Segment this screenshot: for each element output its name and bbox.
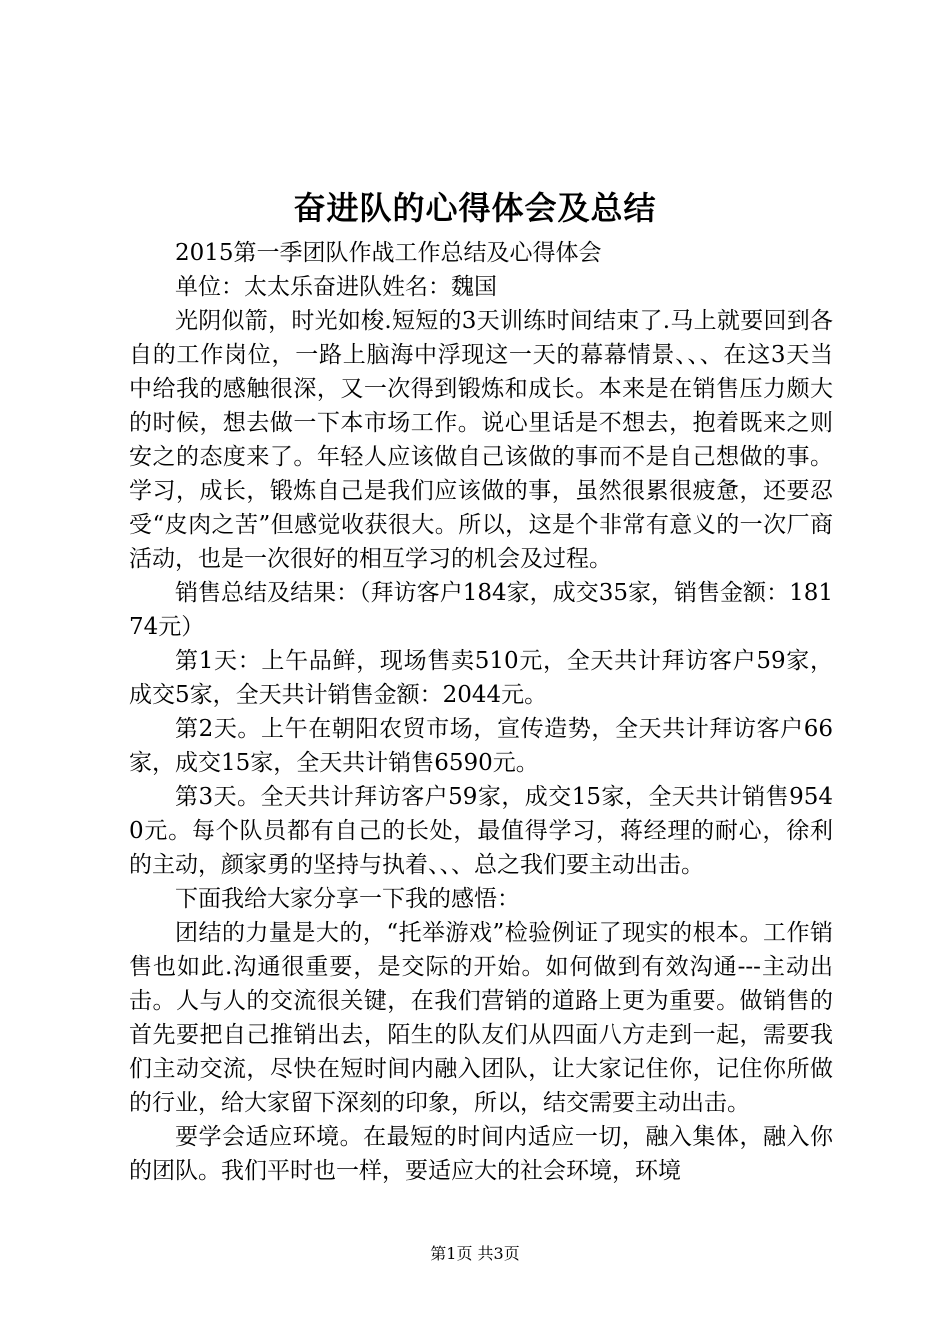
document-body — [129, 236, 833, 1188]
body-paragraph: 要学会适应环境。在最短的时间内适应一切，融入集体，融入你的团队。我们平时也一样，要适应大的社会环境，环境 — [129, 1124, 833, 1184]
body-paragraph: 光阴似箭，时光如梭.短短的3天训练时间结束了.马上就要回到各自的工作岗位，一路上脑海中浮现这一天的幕幕情景、、、在这3天当中给我的感触很深，又一次得到锻炼和成长。本来是在销售压力颇大的时候，想去做一下本市场工作。说心里话是不想去，抱着既来之则安之的态度来了。年轻人应该做自己该做的事而不是自己想做的事。学习，成长，锻炼自己是我们应该做的事，虽然很累很疲惫，还要忍受“皮肉之苦”但感觉收获很大。所以，这是个非常有意义的一次厂商活动，也是一次很好的相互学习的机会及过程。 — [129, 308, 833, 572]
page-footer: 第1页 共3页 — [430, 1244, 520, 1263]
body-paragraph: 团结的力量是大的，“托举游戏”检验例证了现实的根本。工作销售也如此.沟通很重要，是交际的开始。如何做到有效沟通---主动出击。人与人的交流很关键，在我们营销的道路上更为重要。做销售的首先要把自己推销出去，陌生的队友们从四面八方走到一起，需要我们主动交流，尽快在短时间内融入团队，让大家记住你，记住你所做的行业，给大家留下深刻的印象，所以，结交需要主动出击。 — [129, 920, 833, 1116]
body-paragraph: 第3天。全天共计拜访客户59家，成交15家，全天共计销售9540元。每个队员都有自己的长处，最值得学习，蒋经理的耐心，徐利的主动，颜家勇的坚持与执着、、、总之我们要主动出击。 — [129, 784, 833, 878]
body-paragraph: 第2天。上午在朝阳农贸市场，宣传造势，全天共计拜访客户66家，成交15家，全天共计销售6590元。 — [129, 716, 833, 776]
author-paragraph: 单位：太太乐奋进队姓名：魏国 — [175, 274, 497, 300]
body-paragraph: 销售总结及结果：（拜访客户184家，成交35家，销售金额：18174元） — [129, 580, 833, 640]
body-paragraph: 第1天：上午品鲜，现场售卖510元，全天共计拜访客户59家，成交5家，全天共计销售金额：2044元。 — [129, 648, 833, 708]
document-title: 奋进队的心得体会及总结 — [293, 189, 657, 227]
subtitle-paragraph: 2015第一季团队作战工作总结及心得体会 — [175, 240, 602, 266]
body-paragraph: 下面我给大家分享一下我的感悟： — [175, 886, 520, 912]
